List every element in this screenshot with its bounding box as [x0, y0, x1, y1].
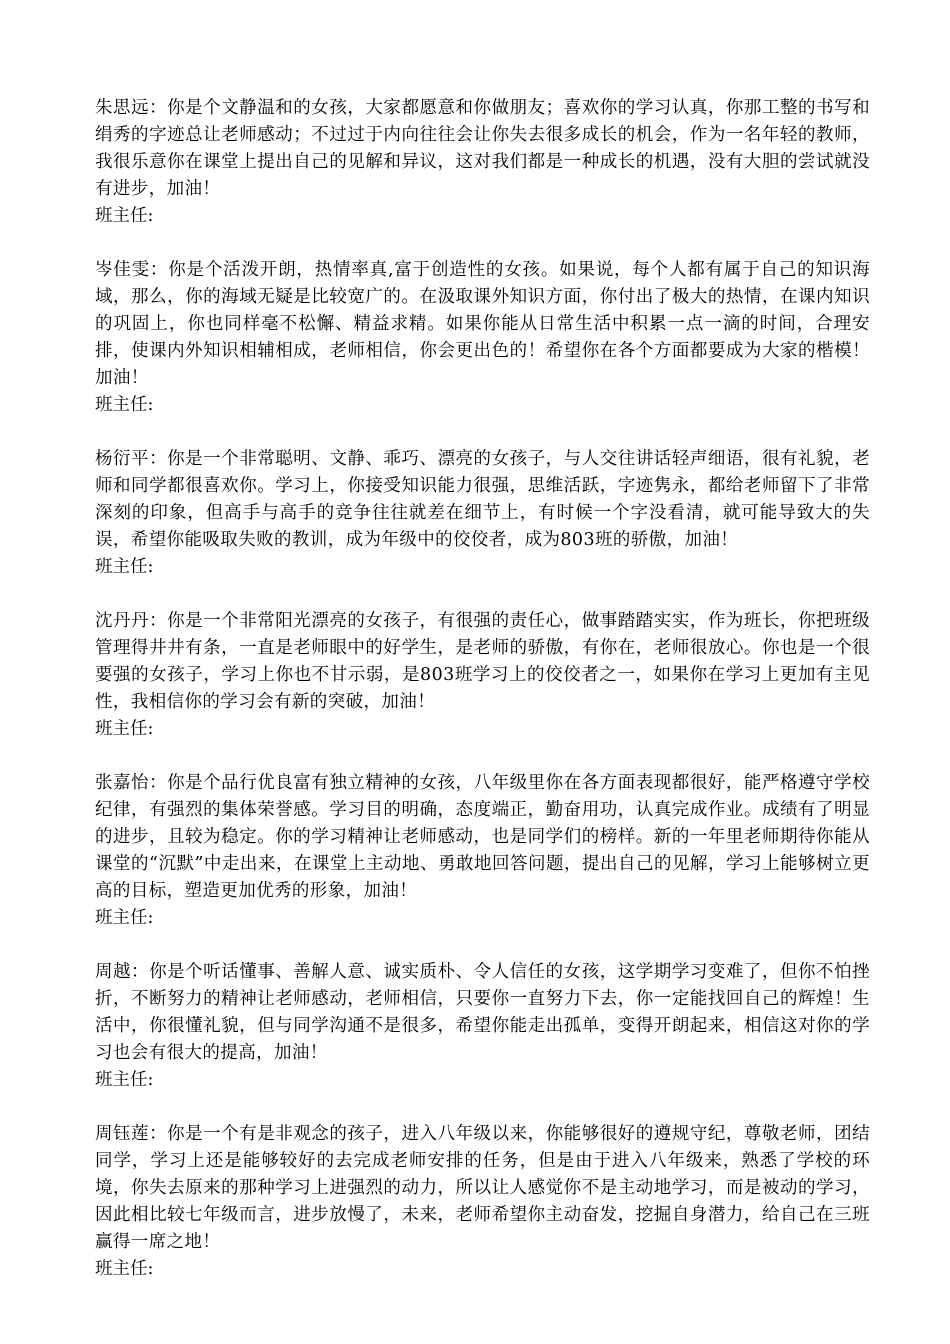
comment-entry [95, 770, 870, 932]
comment-text: 杨衍平：你是一个非常聪明、文静、乖巧、漂亮的女孩子，与人交往讲话轻声细语，很有礼貌，老师和同学都很喜欢你。学习上，你接受知识能力很强，思维活跃，字迹隽永，都给老师留下了非常深刻的印象，但高手与高手的竞争往往就差在细节上，有时候一个字没看清，就可能导致大的失误，希望你能吸取失败的教训，成为年级中的佼佼者，成为803班的骄傲，加油！ [95, 449, 870, 550]
comment-text: 朱思远：你是个文静温和的女孩，大家都愿意和你做朋友；喜欢你的学习认真，你那工整的书写和绢秀的字迹总让老师感动；不过过于内向往往会让你失去很多成长的机会，作为一名年轻的教师，我很乐意你在课堂上提出自己的见解和异议，这对我们都是一种成长的机遇，没有大胆的尝试就没有进步，加油！ [95, 98, 870, 199]
comment-text: 周越：你是个听话懂事、善解人意、诚实质朴、令人信任的女孩，这学期学习变难了，但你不怕挫折，不断努力的精神让老师感动，老师相信，只要你一直努力下去，你一定能找回自己的辉煌！生活中，你很懂礼貌，但与同学沟通不是很多，希望你能走出孤单，变得开朗起来，相信这对你的学习也会有很大的提高，加油！ [95, 962, 870, 1063]
comment-entry [95, 1121, 870, 1283]
comment-text: 岑佳雯：你是个活泼开朗，热情率真,富于创造性的女孩。如果说，每个人都有属于自己的知识海域，那么，你的海域无疑是比较宽广的。在汲取课外知识方面，你付出了极大的热情，在课内知识的巩固上，你也同样毫不松懈、精益求精。如果你能从日常生活中积累一点一滴的时间，合理安排，使课内外知识相辅相成，老师相信，你会更出色的！希望你在各个方面都要成为大家的楷模！加油！ [95, 260, 870, 388]
comment-entry [95, 608, 870, 743]
document-page [95, 95, 870, 1310]
comment-entry [95, 959, 870, 1094]
teacher-signature-label: 班主任: [95, 908, 154, 928]
teacher-signature-label: 班主任: [95, 557, 154, 577]
teacher-signature-label: 班主任: [95, 206, 154, 226]
teacher-signature-label: 班主任: [95, 719, 154, 739]
comment-entry [95, 446, 870, 581]
teacher-signature-label: 班主任: [95, 395, 154, 415]
comment-text: 周钰莲：你是一个有是非观念的孩子，进入八年级以来，你能够很好的遵规守纪，尊敬老师，团结同学，学习上还是能够较好的去完成老师安排的任务，但是由于进入八年级来，熟悉了学校的环境，你失去原来的那种学习上进强烈的动力，所以让人感觉你不是主动地学习，而是被动的学习，因此相比较七年级而言，进步放慢了，未来，老师希望你主动奋发，挖掘自身潜力，给自己在三班赢得一席之地！ [95, 1124, 870, 1252]
comment-text: 张嘉怡：你是个品行优良富有独立精神的女孩，八年级里你在各方面表现都很好，能严格遵守学校纪律，有强烈的集体荣誉感。学习目的明确，态度端正，勤奋用功，认真完成作业。成绩有了明显的进步，且较为稳定。你的学习精神让老师感动，也是同学们的榜样。新的一年里老师期待你能从课堂的“沉默”中走出来，在课堂上主动地、勇敢地回答问题，提出自己的见解，学习上能够树立更高的目标，塑造更加优秀的形象，加油！ [95, 773, 870, 901]
comment-entry [95, 257, 870, 419]
teacher-signature-label: 班主任: [95, 1070, 154, 1090]
teacher-signature-label: 班主任: [95, 1259, 154, 1279]
comment-entry [95, 95, 870, 230]
comment-text: 沈丹丹：你是一个非常阳光漂亮的女孩子，有很强的责任心，做事踏踏实实，作为班长，你把班级管理得井井有条，一直是老师眼中的好学生，是老师的骄傲，有你在，老师很放心。你也是一个很要强的女孩子，学习上你也不甘示弱，是803班学习上的佼佼者之一，如果你在学习上更加有主见性，我相信你的学习会有新的突破，加油！ [95, 611, 870, 712]
